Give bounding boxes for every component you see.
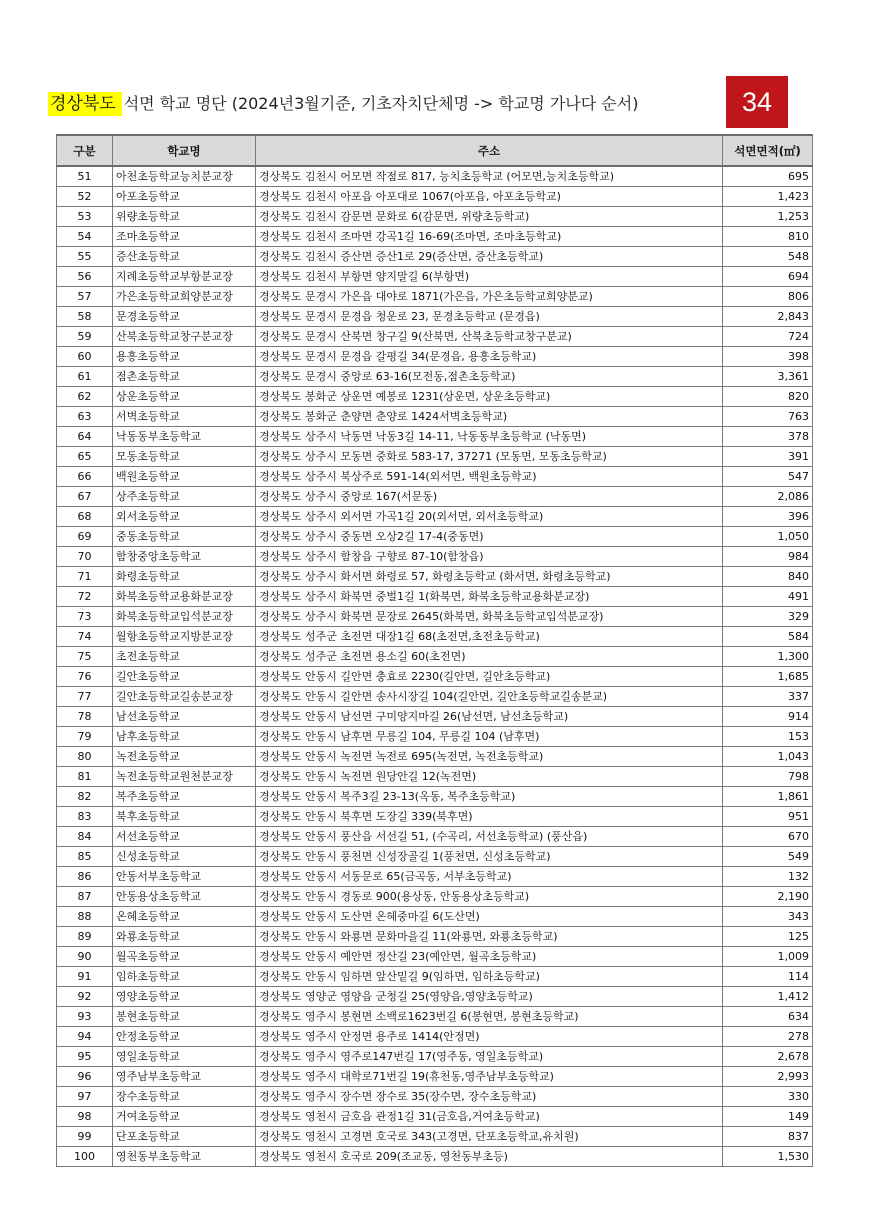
row-number: 64: [57, 427, 113, 447]
school-name: 신성초등학교: [113, 847, 256, 867]
row-number: 73: [57, 607, 113, 627]
school-name: 상주초등학교: [113, 487, 256, 507]
school-address: 경상북도 영천시 금호읍 관정1길 31(금호읍,거여초등학교): [256, 1107, 723, 1127]
asbestos-area: 798: [723, 767, 813, 787]
school-address: 경상북도 문경시 중앙로 63-16(모전동,점촌초등학교): [256, 367, 723, 387]
row-number: 65: [57, 447, 113, 467]
asbestos-area: 2,086: [723, 487, 813, 507]
school-address: 경상북도 영천시 호국로 209(조교동, 영천동부초등): [256, 1147, 723, 1167]
asbestos-area: 584: [723, 627, 813, 647]
row-number: 75: [57, 647, 113, 667]
school-address: 경상북도 김천시 어모면 작점로 817, 능치초등학교 (어모면,능치초등학교): [256, 166, 723, 187]
asbestos-area: 724: [723, 327, 813, 347]
row-number: 90: [57, 947, 113, 967]
school-name: 북후초등학교: [113, 807, 256, 827]
asbestos-area: 3,361: [723, 367, 813, 387]
row-number: 66: [57, 467, 113, 487]
school-name: 녹전초등학교: [113, 747, 256, 767]
asbestos-area: 1,009: [723, 947, 813, 967]
asbestos-area: 820: [723, 387, 813, 407]
table-row: [57, 807, 813, 827]
page-title: [48, 92, 638, 116]
asbestos-area: 378: [723, 427, 813, 447]
row-number: 52: [57, 187, 113, 207]
table-row: [57, 687, 813, 707]
page-number-badge: 34: [726, 76, 788, 128]
table-row: [57, 727, 813, 747]
school-address: 경상북도 상주시 화서면 화령로 57, 화령초등학교 (화서면, 화령초등학교): [256, 567, 723, 587]
school-name: 안동용상초등학교: [113, 887, 256, 907]
asbestos-area: 1,253: [723, 207, 813, 227]
school-name: 봉현초등학교: [113, 1007, 256, 1027]
school-address: 경상북도 안동시 녹전면 원당안길 12(녹전면): [256, 767, 723, 787]
school-name: 단포초등학교: [113, 1127, 256, 1147]
row-number: 89: [57, 927, 113, 947]
table-row: [57, 587, 813, 607]
table-row: [57, 427, 813, 447]
table-row: [57, 567, 813, 587]
school-address: 경상북도 상주시 화북면 중벌1길 1(화북면, 화북초등학교용화분교장): [256, 587, 723, 607]
school-name: 남후초등학교: [113, 727, 256, 747]
school-name: 용흥초등학교: [113, 347, 256, 367]
school-name: 상운초등학교: [113, 387, 256, 407]
row-number: 71: [57, 567, 113, 587]
school-address: 경상북도 김천시 부항면 양지말길 6(부항면): [256, 267, 723, 287]
school-name: 초전초등학교: [113, 647, 256, 667]
asbestos-area: 491: [723, 587, 813, 607]
school-name: 임하초등학교: [113, 967, 256, 987]
title-description: 석면 학교 명단 (2024년3월기준, 기초자치단체명 -> 학교명 가나다 순서): [123, 94, 639, 113]
table-row: [57, 1087, 813, 1107]
table-row: [57, 1107, 813, 1127]
table-row: [57, 1047, 813, 1067]
row-number: 76: [57, 667, 113, 687]
row-number: 60: [57, 347, 113, 367]
table-row: [57, 927, 813, 947]
school-address: 경상북도 상주시 화북면 문장로 2645(화북면, 화북초등학교입석분교장): [256, 607, 723, 627]
school-address: 경상북도 문경시 문경읍 갈평길 34(문경읍, 용흥초등학교): [256, 347, 723, 367]
table-row: [57, 1067, 813, 1087]
school-name: 길안초등학교길송분교장: [113, 687, 256, 707]
school-name: 영일초등학교: [113, 1047, 256, 1067]
school-name: 월곡초등학교: [113, 947, 256, 967]
table-row: [57, 267, 813, 287]
asbestos-area: 1,861: [723, 787, 813, 807]
asbestos-area: 398: [723, 347, 813, 367]
row-number: 77: [57, 687, 113, 707]
school-address: 경상북도 문경시 문경읍 청운로 23, 문경초등학교 (문경읍): [256, 307, 723, 327]
school-name: 거여초등학교: [113, 1107, 256, 1127]
row-number: 96: [57, 1067, 113, 1087]
asbestos-area: 549: [723, 847, 813, 867]
table-row: [57, 287, 813, 307]
school-name: 안정초등학교: [113, 1027, 256, 1047]
table-row: [57, 827, 813, 847]
table-row: [57, 207, 813, 227]
school-name: 점촌초등학교: [113, 367, 256, 387]
row-number: 98: [57, 1107, 113, 1127]
asbestos-area: 1,050: [723, 527, 813, 547]
asbestos-area: 810: [723, 227, 813, 247]
row-number: 87: [57, 887, 113, 907]
asbestos-area: 153: [723, 727, 813, 747]
row-number: 81: [57, 767, 113, 787]
school-address: 경상북도 안동시 남선면 구미양지마길 26(남선면, 남선초등학교): [256, 707, 723, 727]
table-row: [57, 367, 813, 387]
asbestos-area: 132: [723, 867, 813, 887]
school-address: 경상북도 안동시 와룡면 문화마을길 11(와룡면, 와룡초등학교): [256, 927, 723, 947]
row-number: 53: [57, 207, 113, 227]
asbestos-area: 670: [723, 827, 813, 847]
school-address: 경상북도 김천시 증산면 증산1로 29(증산면, 증산초등학교): [256, 247, 723, 267]
asbestos-area: 763: [723, 407, 813, 427]
school-name: 장수초등학교: [113, 1087, 256, 1107]
asbestos-area: 1,685: [723, 667, 813, 687]
row-number: 74: [57, 627, 113, 647]
table-row: [57, 787, 813, 807]
asbestos-area: 694: [723, 267, 813, 287]
school-address: 경상북도 영주시 장수면 장수로 35(장수면, 장수초등학교): [256, 1087, 723, 1107]
row-number: 79: [57, 727, 113, 747]
table-row: [57, 307, 813, 327]
school-name: 서선초등학교: [113, 827, 256, 847]
asbestos-area: 2,843: [723, 307, 813, 327]
asbestos-area: 547: [723, 467, 813, 487]
school-name: 산북초등학교창구분교장: [113, 327, 256, 347]
table-row: [57, 166, 813, 187]
asbestos-area: 329: [723, 607, 813, 627]
school-address: 경상북도 안동시 복주3길 23-13(옥동, 복주초등학교): [256, 787, 723, 807]
school-address: 경상북도 상주시 모동면 중화로 583-17, 37271 (모동면, 모동초등학교): [256, 447, 723, 467]
asbestos-area: 951: [723, 807, 813, 827]
school-address: 경상북도 상주시 외서면 가곡1길 20(외서면, 외서초등학교): [256, 507, 723, 527]
header-address: 주소: [256, 135, 723, 166]
school-name: 아천초등학교능치분교장: [113, 166, 256, 187]
table-row: [57, 747, 813, 767]
table-row: [57, 547, 813, 567]
asbestos-area: 1,300: [723, 647, 813, 667]
school-name: 조마초등학교: [113, 227, 256, 247]
school-address: 경상북도 성주군 초전면 대장1길 68(초전면,초전초등학교): [256, 627, 723, 647]
school-name: 외서초등학교: [113, 507, 256, 527]
row-number: 72: [57, 587, 113, 607]
school-address: 경상북도 영주시 대학로71번길 19(휴천동,영주남부초등학교): [256, 1067, 723, 1087]
school-address: 경상북도 안동시 경동로 900(용상동, 안동용상초등학교): [256, 887, 723, 907]
asbestos-area: 984: [723, 547, 813, 567]
table-row: [57, 947, 813, 967]
school-address: 경상북도 문경시 가은읍 대야로 1871(가은읍, 가은초등학교희양분교): [256, 287, 723, 307]
asbestos-area: 149: [723, 1107, 813, 1127]
school-name: 증산초등학교: [113, 247, 256, 267]
row-number: 97: [57, 1087, 113, 1107]
asbestos-area: 548: [723, 247, 813, 267]
school-name: 문경초등학교: [113, 307, 256, 327]
school-name: 서벽초등학교: [113, 407, 256, 427]
row-number: 85: [57, 847, 113, 867]
school-name: 백원초등학교: [113, 467, 256, 487]
row-number: 99: [57, 1127, 113, 1147]
asbestos-area: 695: [723, 166, 813, 187]
school-address: 경상북도 성주군 초전면 용소길 60(초전면): [256, 647, 723, 667]
table-row: [57, 1007, 813, 1027]
school-name: 안동서부초등학교: [113, 867, 256, 887]
table-header-row: [57, 135, 813, 166]
school-address: 경상북도 문경시 산북면 창구길 9(산북면, 산북초등학교창구분교): [256, 327, 723, 347]
asbestos-area: 125: [723, 927, 813, 947]
school-name: 영양초등학교: [113, 987, 256, 1007]
school-name: 월항초등학교지방분교장: [113, 627, 256, 647]
asbestos-area: 337: [723, 687, 813, 707]
school-address: 경상북도 안동시 남후면 무릉길 104, 무릉길 104 (남후면): [256, 727, 723, 747]
asbestos-area: 840: [723, 567, 813, 587]
table-row: [57, 887, 813, 907]
school-address: 경상북도 안동시 길안면 충효로 2230(길안면, 길안초등학교): [256, 667, 723, 687]
asbestos-area: 391: [723, 447, 813, 467]
row-number: 61: [57, 367, 113, 387]
table-row: [57, 1127, 813, 1147]
table-row: [57, 247, 813, 267]
school-address: 경상북도 상주시 낙동면 낙동3길 14-11, 낙동동부초등학교 (낙동면): [256, 427, 723, 447]
table-row: [57, 407, 813, 427]
table-row: [57, 187, 813, 207]
asbestos-area: 2,190: [723, 887, 813, 907]
school-name: 와룡초등학교: [113, 927, 256, 947]
table-row: [57, 447, 813, 467]
school-name: 화북초등학교용화분교장: [113, 587, 256, 607]
row-number: 56: [57, 267, 113, 287]
school-address: 경상북도 안동시 임하면 앞산밑길 9(임하면, 임하초등학교): [256, 967, 723, 987]
row-number: 63: [57, 407, 113, 427]
table-row: [57, 707, 813, 727]
school-address: 경상북도 봉화군 상운면 예봉로 1231(상운면, 상운초등학교): [256, 387, 723, 407]
school-address: 경상북도 안동시 풍산읍 서선길 51, (수곡리, 서선초등학교) (풍산읍): [256, 827, 723, 847]
school-name: 중동초등학교: [113, 527, 256, 547]
table-row: [57, 627, 813, 647]
school-address: 경상북도 상주시 중동면 오상2길 17-4(중동면): [256, 527, 723, 547]
asbestos-area: 2,678: [723, 1047, 813, 1067]
school-address: 경상북도 영주시 봉현면 소백로1623번길 6(봉현면, 봉현초등학교): [256, 1007, 723, 1027]
table-row: [57, 987, 813, 1007]
row-number: 78: [57, 707, 113, 727]
school-address: 경상북도 안동시 서동문로 65(금곡동, 서부초등학교): [256, 867, 723, 887]
school-address: 경상북도 안동시 북후면 도장길 339(북후면): [256, 807, 723, 827]
asbestos-area: 1,412: [723, 987, 813, 1007]
table-row: [57, 907, 813, 927]
school-address: 경상북도 안동시 도산면 온혜중마길 6(도산면): [256, 907, 723, 927]
school-address: 경상북도 안동시 예안면 정산길 23(예안면, 월곡초등학교): [256, 947, 723, 967]
row-number: 82: [57, 787, 113, 807]
asbestos-area: 396: [723, 507, 813, 527]
school-address: 경상북도 상주시 북상주로 591-14(외서면, 백원초등학교): [256, 467, 723, 487]
row-number: 93: [57, 1007, 113, 1027]
school-name: 복주초등학교: [113, 787, 256, 807]
asbestos-area: 1,530: [723, 1147, 813, 1167]
school-name: 녹전초등학교원천분교장: [113, 767, 256, 787]
table-row: [57, 527, 813, 547]
school-address: 경상북도 상주시 중앙로 167(서문동): [256, 487, 723, 507]
row-number: 91: [57, 967, 113, 987]
table-row: [57, 347, 813, 367]
asbestos-area: 114: [723, 967, 813, 987]
school-name: 영천동부초등학교: [113, 1147, 256, 1167]
school-address: 경상북도 안동시 녹전면 녹전로 695(녹전면, 녹전초등학교): [256, 747, 723, 767]
table-row: [57, 1027, 813, 1047]
row-number: 69: [57, 527, 113, 547]
row-number: 67: [57, 487, 113, 507]
table-row: [57, 487, 813, 507]
asbestos-area: 330: [723, 1087, 813, 1107]
row-number: 95: [57, 1047, 113, 1067]
school-address: 경상북도 영주시 영주로147번길 17(영주동, 영일초등학교): [256, 1047, 723, 1067]
row-number: 55: [57, 247, 113, 267]
school-name: 위량초등학교: [113, 207, 256, 227]
header-number: 구분: [57, 135, 113, 166]
row-number: 88: [57, 907, 113, 927]
school-address: 경상북도 김천시 감문면 문화로 6(감문면, 위량초등학교): [256, 207, 723, 227]
row-number: 70: [57, 547, 113, 567]
row-number: 57: [57, 287, 113, 307]
row-number: 62: [57, 387, 113, 407]
row-number: 92: [57, 987, 113, 1007]
table-row: [57, 867, 813, 887]
school-name: 낙동동부초등학교: [113, 427, 256, 447]
row-number: 68: [57, 507, 113, 527]
school-name: 온혜초등학교: [113, 907, 256, 927]
school-name: 영주남부초등학교: [113, 1067, 256, 1087]
table-row: [57, 847, 813, 867]
asbestos-area: 2,993: [723, 1067, 813, 1087]
school-name: 지례초등학교부항분교장: [113, 267, 256, 287]
row-number: 58: [57, 307, 113, 327]
asbestos-area: 343: [723, 907, 813, 927]
header-school-name: 학교명: [113, 135, 256, 166]
table-row: [57, 327, 813, 347]
table-row: [57, 967, 813, 987]
table-row: [57, 387, 813, 407]
school-name: 화북초등학교입석분교장: [113, 607, 256, 627]
row-number: 100: [57, 1147, 113, 1167]
table-row: [57, 507, 813, 527]
asbestos-area: 278: [723, 1027, 813, 1047]
school-address: 경상북도 영주시 안정면 용주로 1414(안정면): [256, 1027, 723, 1047]
row-number: 59: [57, 327, 113, 347]
school-address: 경상북도 상주시 함창읍 구향로 87-10(함창읍): [256, 547, 723, 567]
row-number: 80: [57, 747, 113, 767]
school-name: 남선초등학교: [113, 707, 256, 727]
row-number: 54: [57, 227, 113, 247]
asbestos-area: 634: [723, 1007, 813, 1027]
asbestos-area: 914: [723, 707, 813, 727]
school-address: 경상북도 안동시 풍천면 신성장골길 1(풍천면, 신성초등학교): [256, 847, 723, 867]
school-address: 경상북도 김천시 조마면 강곡1길 16-69(조마면, 조마초등학교): [256, 227, 723, 247]
school-name: 모동초등학교: [113, 447, 256, 467]
school-name: 화령초등학교: [113, 567, 256, 587]
asbestos-area: 806: [723, 287, 813, 307]
table-row: [57, 227, 813, 247]
row-number: 86: [57, 867, 113, 887]
header-asbestos-area: 석면면적(㎡): [723, 135, 813, 166]
table-row: [57, 467, 813, 487]
school-name: 가은초등학교희양분교장: [113, 287, 256, 307]
table-row: [57, 667, 813, 687]
school-address: 경상북도 봉화군 춘양면 춘양로 1424서벽초등학교): [256, 407, 723, 427]
table-row: [57, 1147, 813, 1167]
asbestos-area: 1,423: [723, 187, 813, 207]
school-address: 경상북도 영양군 영양읍 군청길 25(영양읍,영양초등학교): [256, 987, 723, 1007]
table-row: [57, 607, 813, 627]
table-row: [57, 767, 813, 787]
title-region-highlight: 경상북도: [48, 92, 122, 116]
school-name: 아포초등학교: [113, 187, 256, 207]
row-number: 84: [57, 827, 113, 847]
school-name: 길안초등학교: [113, 667, 256, 687]
school-address: 경상북도 안동시 길안면 송사시장길 104(길안면, 길안초등학교길송분교): [256, 687, 723, 707]
row-number: 83: [57, 807, 113, 827]
table-row: [57, 647, 813, 667]
row-number: 94: [57, 1027, 113, 1047]
row-number: 51: [57, 166, 113, 187]
school-address: 경상북도 김천시 아포읍 아포대로 1067(아포읍, 아포초등학교): [256, 187, 723, 207]
school-address: 경상북도 영천시 고경면 호국로 343(고경면, 단포초등학교,유치원): [256, 1127, 723, 1147]
table-body: [57, 166, 813, 1167]
school-name: 함창중앙초등학교: [113, 547, 256, 567]
asbestos-area: 837: [723, 1127, 813, 1147]
asbestos-area: 1,043: [723, 747, 813, 767]
school-list-table: [56, 134, 813, 1167]
